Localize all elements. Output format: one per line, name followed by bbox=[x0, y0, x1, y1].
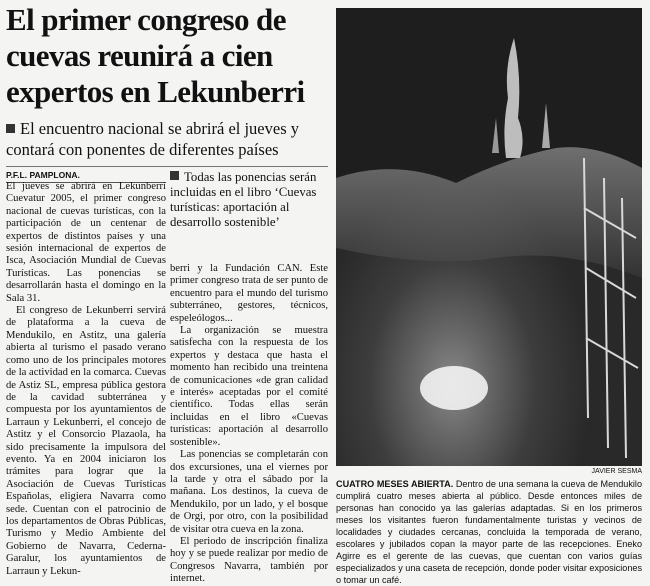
headline: El primer congreso de cuevas reunirá a cien expertos en Lekunberri bbox=[6, 2, 305, 109]
subheadline-text: El encuentro nacional se abrirá el jueves y contará con ponentes de diferentes países bbox=[6, 119, 300, 159]
body-column-1 bbox=[6, 181, 166, 577]
cave-photo bbox=[336, 8, 642, 466]
pullquote bbox=[170, 170, 328, 230]
caption-text: Dentro de una semana la cueva de Mendukilo cumplirá cuatro meses abierta al público. Desde entonces miles de personas han conocido ya las galerías adaptadas. Si en los primeros meses los visitantes fueron fundamentalmente turistas y vecinos de localidades y ciudades cercanas, concluida la temporada de verano, escolares y jubilados copan la mayor parte de las recepciones. Eneko Agirre es el gerente de las cuevas, que cuentan con varios guías especializados y una caseta de recepción, donde poder visitar exposiciones o tomar un café. bbox=[336, 479, 643, 585]
paragraph: El congreso de Lekunberri servirá de plataforma a la cueva de Mendukilo, en Astitz, una galería abierta al turismo el pasado verano como uno de los principales motores de la actividad en la comarca. Cuevas de Astiz SL, empresa pública gestora de la cavidad subterránea y compuesta por los ayuntamientos de Larraun y Lekunberri, el concejo de Astitz y el Consorcio Plazaola, ha sido precisamente la impulsora del evento. Ya en 2004 iniciaron los trámites para lograr que la Asociación de Cuevas Turísticas Españolas, eligiera Navarra como sede. Cuentan con el patrocinio de los departamentos de Obras Públicas, Turismo y Medio Ambiente del Gobierno de Navarra, Cederna-Garalur, los ayuntamientos de Larraun y Lekun- bbox=[6, 305, 166, 577]
square-bullet-icon bbox=[6, 124, 15, 133]
caption-lead: CUATRO MESES ABIERTA. bbox=[336, 479, 454, 489]
cave-photo-image bbox=[336, 8, 642, 466]
body-column-2 bbox=[170, 263, 328, 585]
paragraph: El jueves se abrirá en Lekunberri Cuevatur 2005, el primer congreso nacional de cuevas turísticas, con la participación de un centenar de expertos de distintos países y una sesión internacional de expertos de Isca, Asociación Mundial de Cuevas Turísticas. Las ponencias se desarrollarán hasta el domingo en la Sala 31. bbox=[6, 181, 166, 304]
pullquote-text: Todas las ponencias serán incluidas en el libro ‘Cuevas turísticas: aportación al desarrollo sostenible’ bbox=[170, 170, 317, 229]
square-bullet-icon bbox=[170, 171, 179, 180]
paragraph: Las ponencias se completarán con dos excursiones, una el viernes por la tarde y otra el sábado por la mañana. Los destinos, la cueva de Mendukilo, por un lado, y el bosque de Orgi, por otro, con la posibilidad de visitar otra cueva en la zona. bbox=[170, 449, 328, 535]
photo-caption bbox=[336, 478, 642, 586]
paragraph: El periodo de inscripción finaliza hoy y se puede realizar por medio de Congresos Navarra, también por internet. bbox=[170, 535, 328, 585]
subheadline bbox=[6, 118, 328, 160]
byline: P.F.L. PAMPLONA. bbox=[6, 170, 166, 183]
paragraph: La organización se muestra satisfecha con la respuesta de los expertos y destaca que hasta el momento han recibido una treintena de comunicaciones «de gran calidad e interés» aceptadas por el comité científico. Todas ellas serán incluidas en el libro «Cuevas turísticas: aportación al desarrollo sostenible». bbox=[170, 325, 328, 448]
photo-credit: JAVIER SESMA bbox=[591, 468, 642, 475]
divider bbox=[6, 166, 328, 167]
paragraph: berri y la Fundación CAN. Este primer congreso trata de ser punto de encuentro para el mundo del turismo subterráneo, gestores, técnicos, espeleólogos... bbox=[170, 263, 328, 324]
